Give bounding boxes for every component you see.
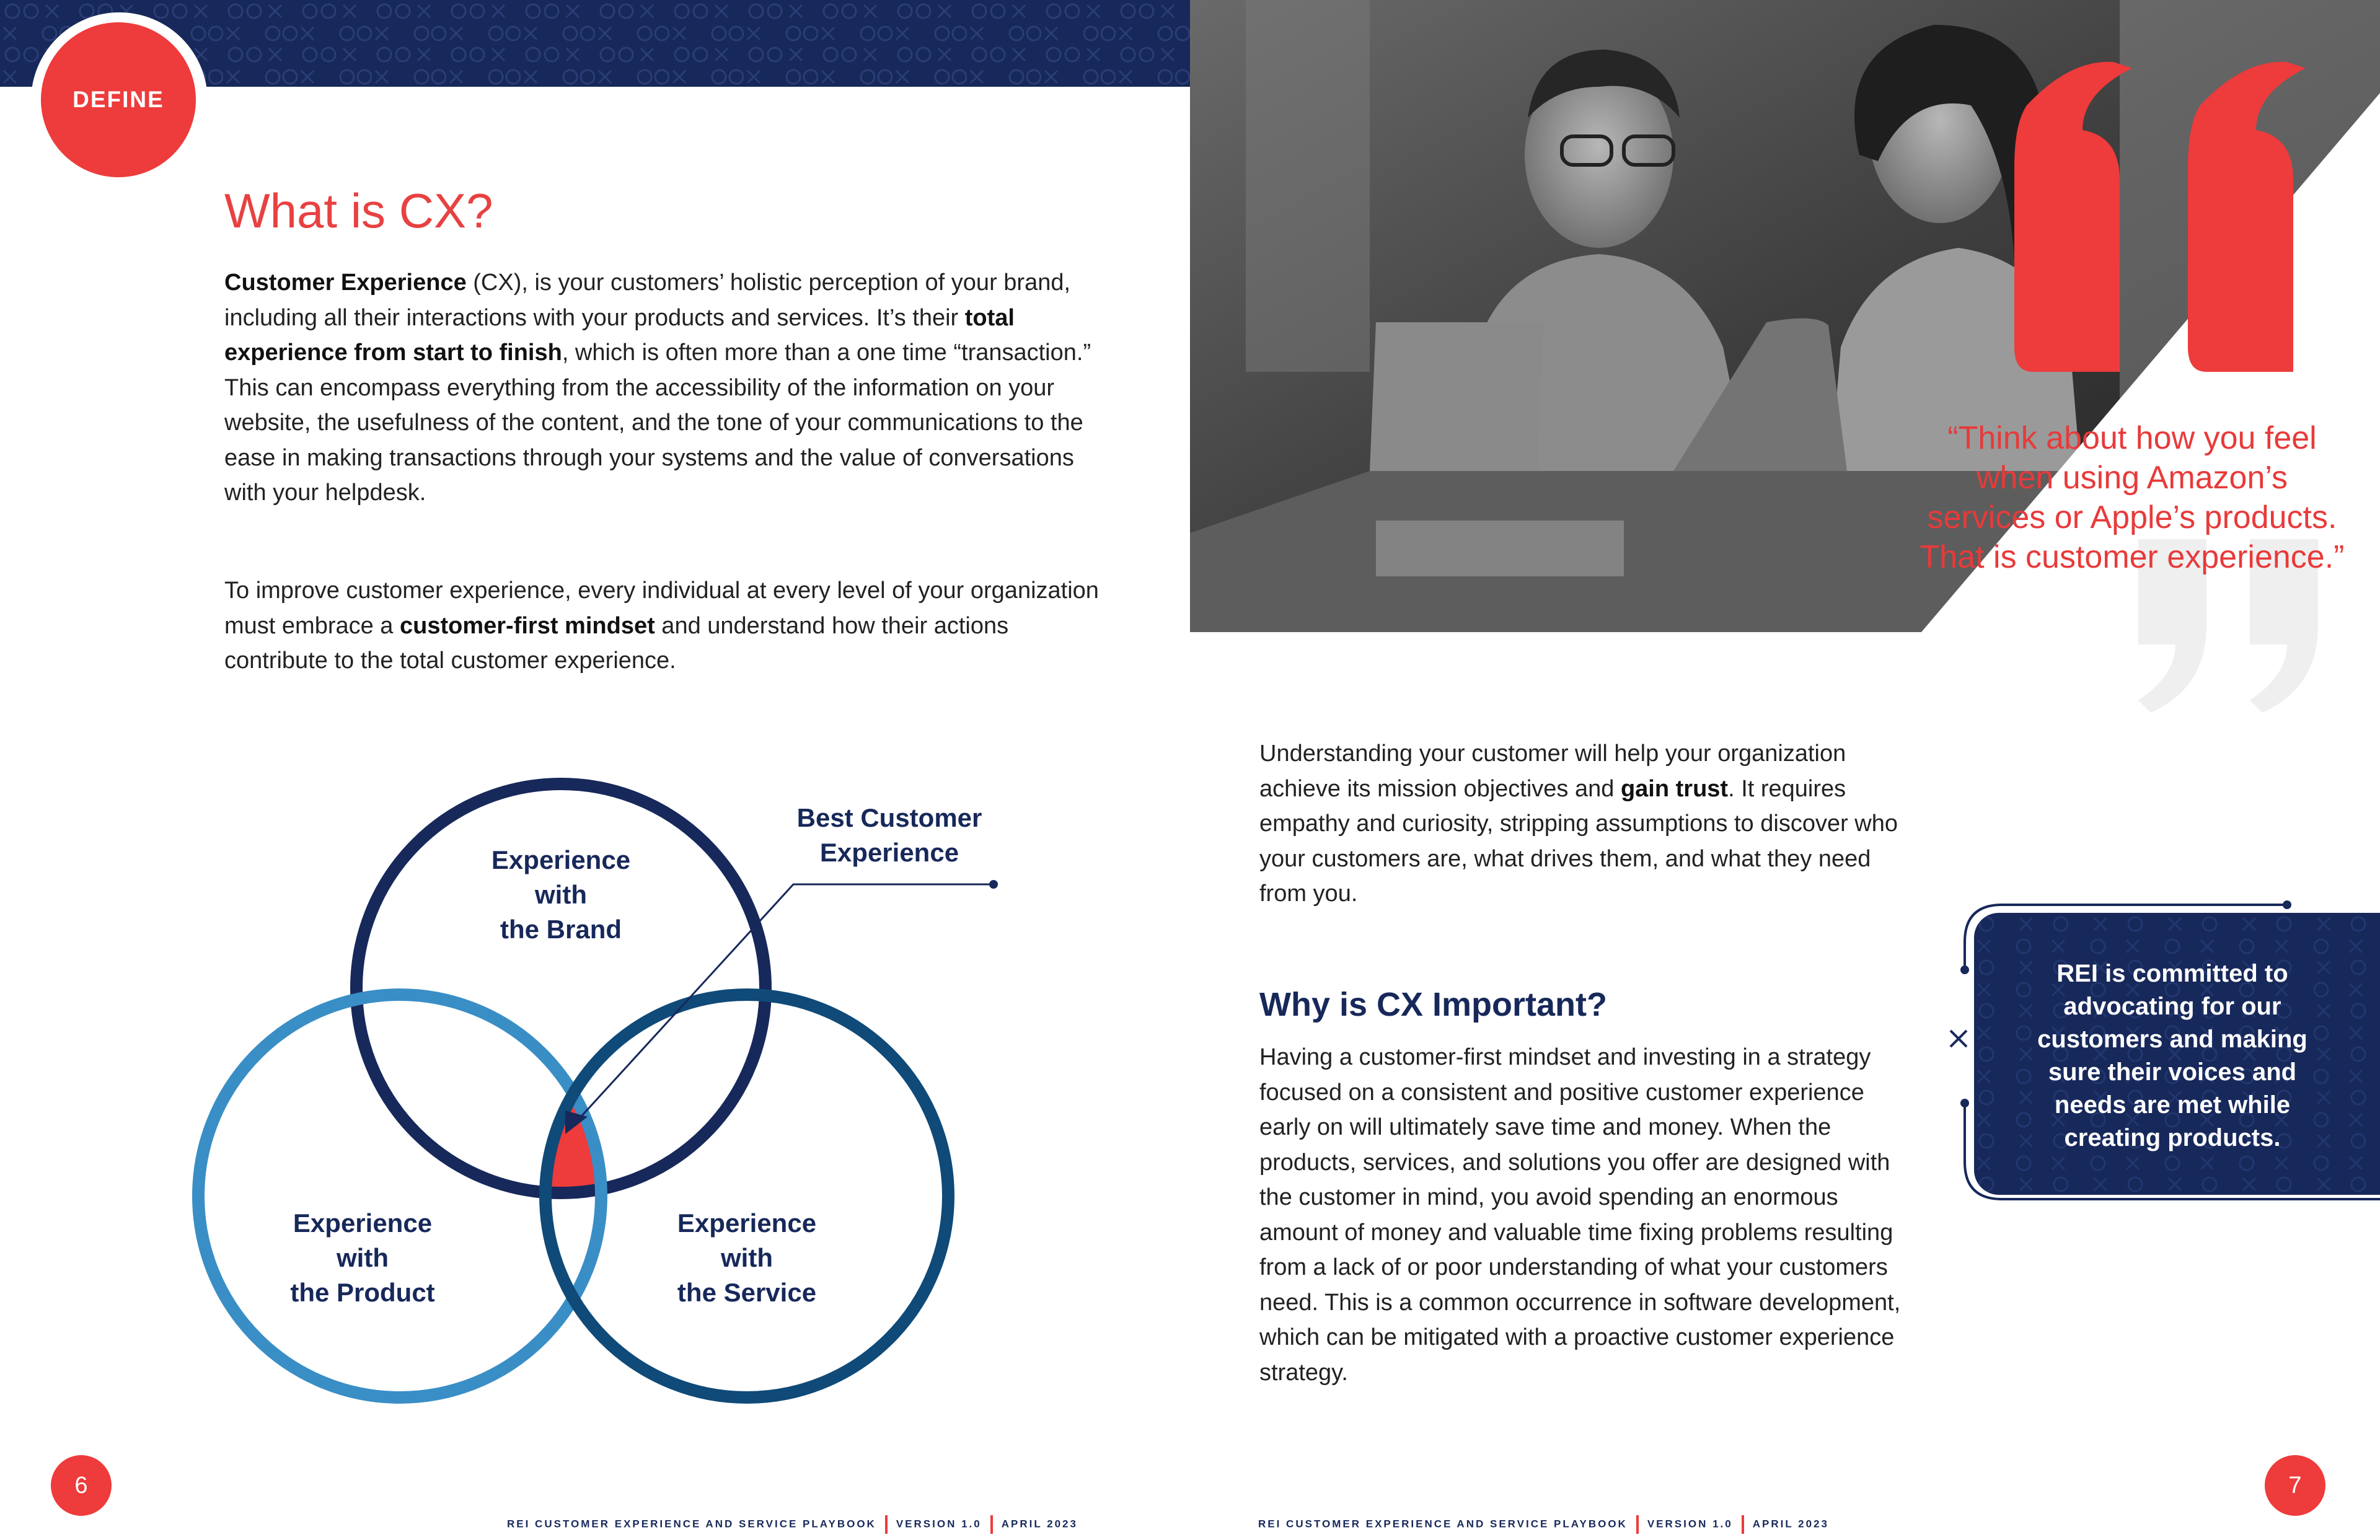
intro-run: total experience from start to finish <box>224 304 1015 366</box>
intro-run: Customer Experience <box>224 270 467 296</box>
importance-paragraph: Having a customer-first mindset and investing in a strategy focused on a consistent and positive customer experience early on will ultimately save time and money. When the products, services, and solutions you offer are designed with the customer in mind, you avoid spending an enormous amount of money and valuable time fixing problems resulting from a lack of or poor understanding of what your customers need. This is a common occurrence in software development, which can be mitigated with a proactive customer experience strategy. <box>1259 1044 1901 1386</box>
footer-left: REI CUSTOMER EXPERIENCE AND SERVICE PLAYBOOK VERSION 1.0 APRIL 2023 <box>507 1515 1078 1534</box>
page-number-right: 7 <box>2265 1455 2325 1516</box>
mindset-paragraph <box>224 573 1117 679</box>
understanding-run: . It requires empathy and curiosity, stripping assumptions to discover who your customers are, what drives them, and what they need from you. <box>1259 775 1898 907</box>
understanding-run: Understanding your customer will help your organization achieve its mission objectives and <box>1259 741 1846 802</box>
mindset-run: To improve customer experience, every individual at every level of your organization must embrace a <box>224 578 1099 639</box>
brand-label: Experience with the Brand <box>491 845 631 944</box>
pull-quote: “Think about how you feel when using Amazon’s services or Apple’s products. That is customer experience.” <box>1919 420 2345 575</box>
best-cx-label: Best Customer Experience <box>796 803 982 867</box>
mindset-run: customer-first mindset <box>400 612 655 639</box>
understanding-run: gain trust <box>1620 775 1729 802</box>
intro-run: , which is often more than a one time “transaction.” This can encompass everything from the accessibility of the information on your website, the usefulness of the content, and the tone of your communications to the ease in making transactions through your systems and the value of conversations with your helpdesk. <box>224 340 1091 506</box>
commitment-callout-text: REI is committed to advocating for our customers and making sure their voices and needs are met while creating products. <box>2037 960 2307 1151</box>
product-label: Experience with the Product <box>290 1208 435 1307</box>
section-heading: Why is CX Important? <box>1259 986 1608 1023</box>
page-title: What is CX? <box>224 183 493 238</box>
intro-paragraph <box>224 265 1117 511</box>
section-badge: DEFINE <box>41 22 196 177</box>
intro-run: (CX), is your customers’ holistic perception of your brand, including all their interactions with your products and services. It’s their <box>224 270 1071 331</box>
callout-dot <box>989 880 998 889</box>
understanding-paragraph <box>1259 736 1904 912</box>
footer-right: REI CUSTOMER EXPERIENCE AND SERVICE PLAYBOOK VERSION 1.0 APRIL 2023 <box>1258 1515 1829 1534</box>
service-label: Experience with the Service <box>677 1208 817 1307</box>
mindset-run: and understand how their actions contribute to the total customer experience. <box>224 612 1009 674</box>
page-number-left: 6 <box>51 1455 112 1516</box>
